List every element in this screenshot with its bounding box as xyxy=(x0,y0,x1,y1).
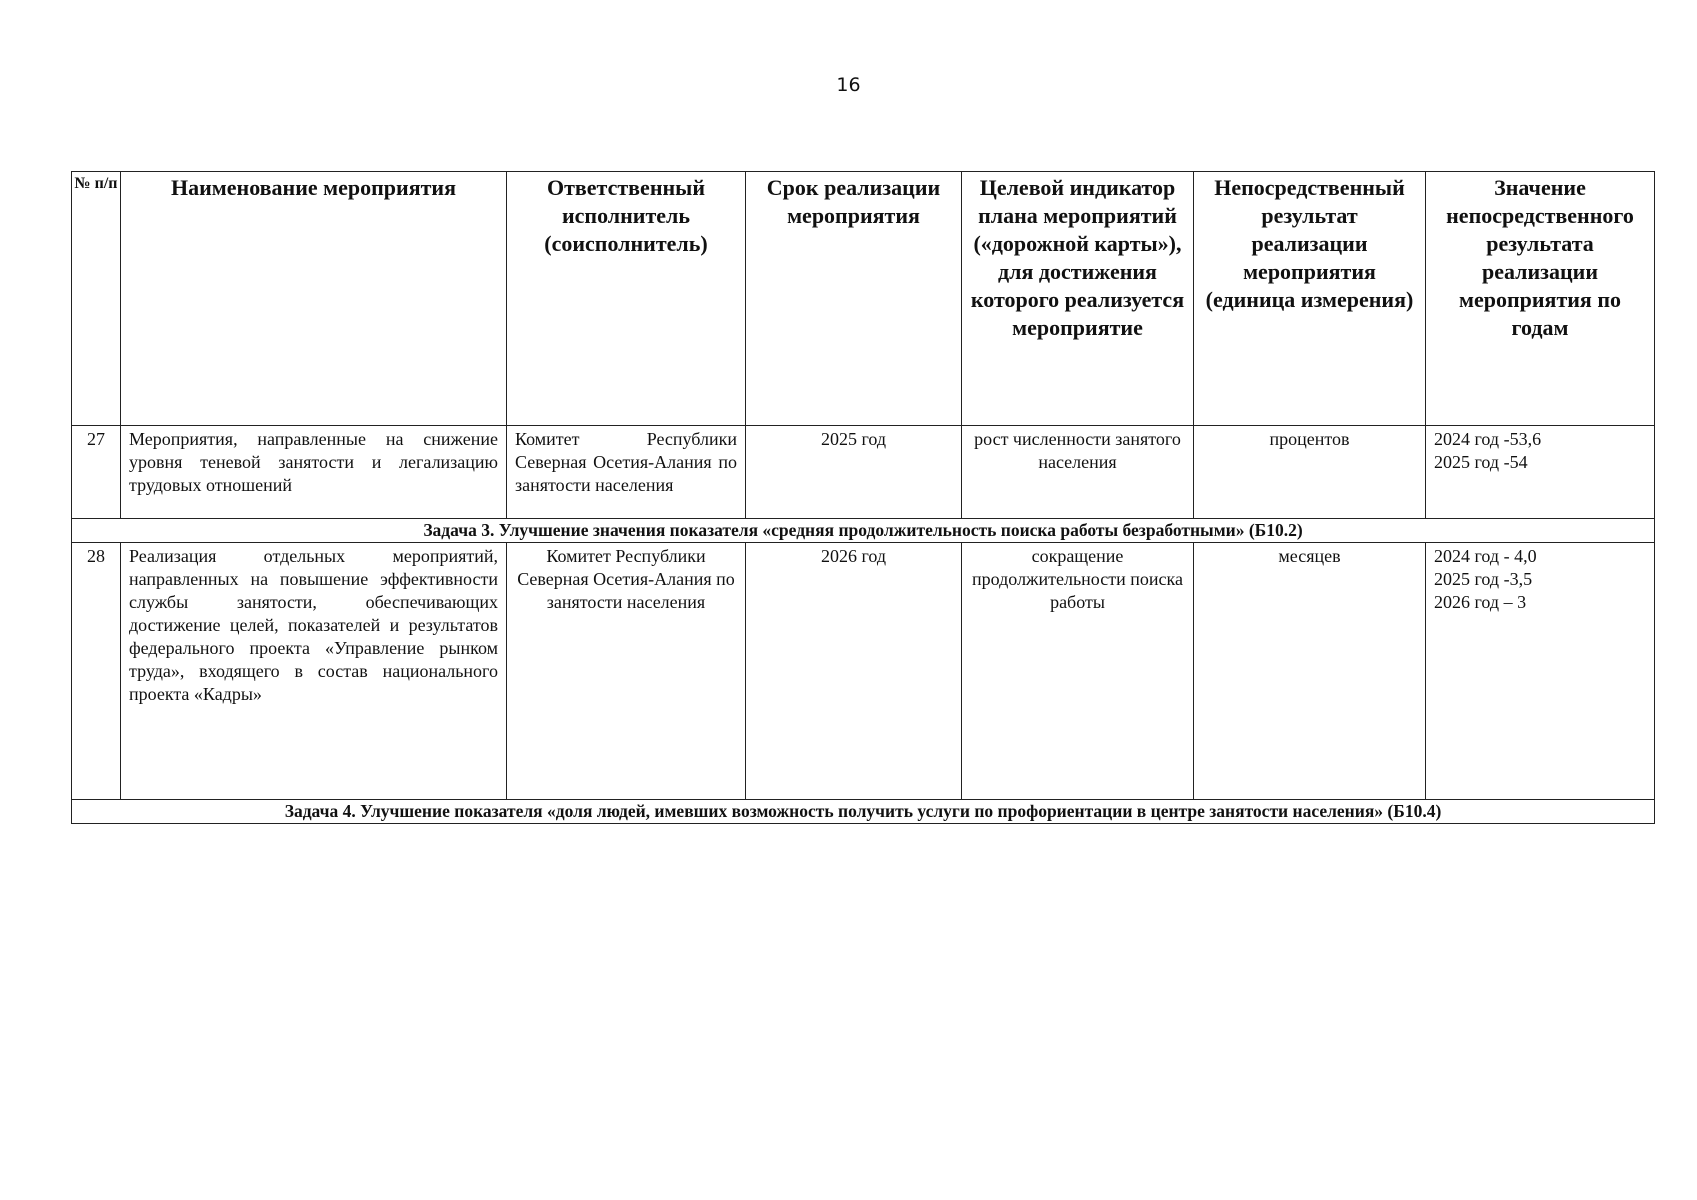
row-number: 28 xyxy=(72,543,121,800)
responsible-executor: Комитет Республики Северная Осетия-Алания по занятости населения xyxy=(507,426,746,519)
header-term: Срок реализации мероприятия xyxy=(746,172,962,426)
year-value: 2025 год -3,5 xyxy=(1434,569,1533,589)
header-result: Непосредственный результат реализации мероприятия (единица измерения) xyxy=(1194,172,1426,426)
responsible-executor: Комитет Республики Северная Осетия-Алания по занятости населения xyxy=(507,543,746,800)
row-number: 27 xyxy=(72,426,121,519)
task-4-heading: Задача 4. Улучшение показателя «доля людей, имевших возможность получить услуги по профориентации в центре занятости населения» (Б10.4) xyxy=(72,800,1655,824)
result-unit: процентов xyxy=(1194,426,1426,519)
header-name: Наименование мероприятия xyxy=(121,172,507,426)
header-executor: Ответственный исполнитель (соисполнитель) xyxy=(507,172,746,426)
result-unit: месяцев xyxy=(1194,543,1426,800)
values-by-year xyxy=(1426,543,1655,800)
task-3-heading: Задача 3. Улучшение значения показателя «средняя продолжительность поиска работы безработными» (Б10.2) xyxy=(72,519,1655,543)
page-number: 16 xyxy=(836,74,861,96)
task-row xyxy=(72,519,1655,543)
values-by-year xyxy=(1426,426,1655,519)
implementation-term: 2025 год xyxy=(746,426,962,519)
task-row xyxy=(72,800,1655,824)
year-value: 2025 год -54 xyxy=(1434,452,1528,472)
measure-name: Мероприятия, направленные на снижение уровня теневой занятости и легализацию трудовых отношений xyxy=(121,426,507,519)
measures-table xyxy=(71,171,1655,824)
implementation-term: 2026 год xyxy=(746,543,962,800)
header-num: № п/п xyxy=(72,172,121,426)
year-value: 2024 год - 4,0 xyxy=(1434,546,1537,566)
table-header-row xyxy=(72,172,1655,426)
year-value: 2024 год -53,6 xyxy=(1434,429,1542,449)
table-row xyxy=(72,543,1655,800)
header-indicator: Целевой индикатор плана мероприятий («дорожной карты»), для достижения которого реализуется мероприятие xyxy=(962,172,1194,426)
measure-name: Реализация отдельных мероприятий, направленных на повышение эффективности службы занятости, обеспечивающих достижение целей, показателей и результатов федерального проекта «Управление рынком труда», входящего в состав национального проекта «Кадры» xyxy=(121,543,507,800)
target-indicator: рост численности занятого населения xyxy=(962,426,1194,519)
table-row xyxy=(72,426,1655,519)
header-value: Значение непосредственного результата реализации мероприятия по годам xyxy=(1426,172,1655,426)
target-indicator: сокращение продолжительности поиска работы xyxy=(962,543,1194,800)
year-value: 2026 год – 3 xyxy=(1434,592,1527,612)
